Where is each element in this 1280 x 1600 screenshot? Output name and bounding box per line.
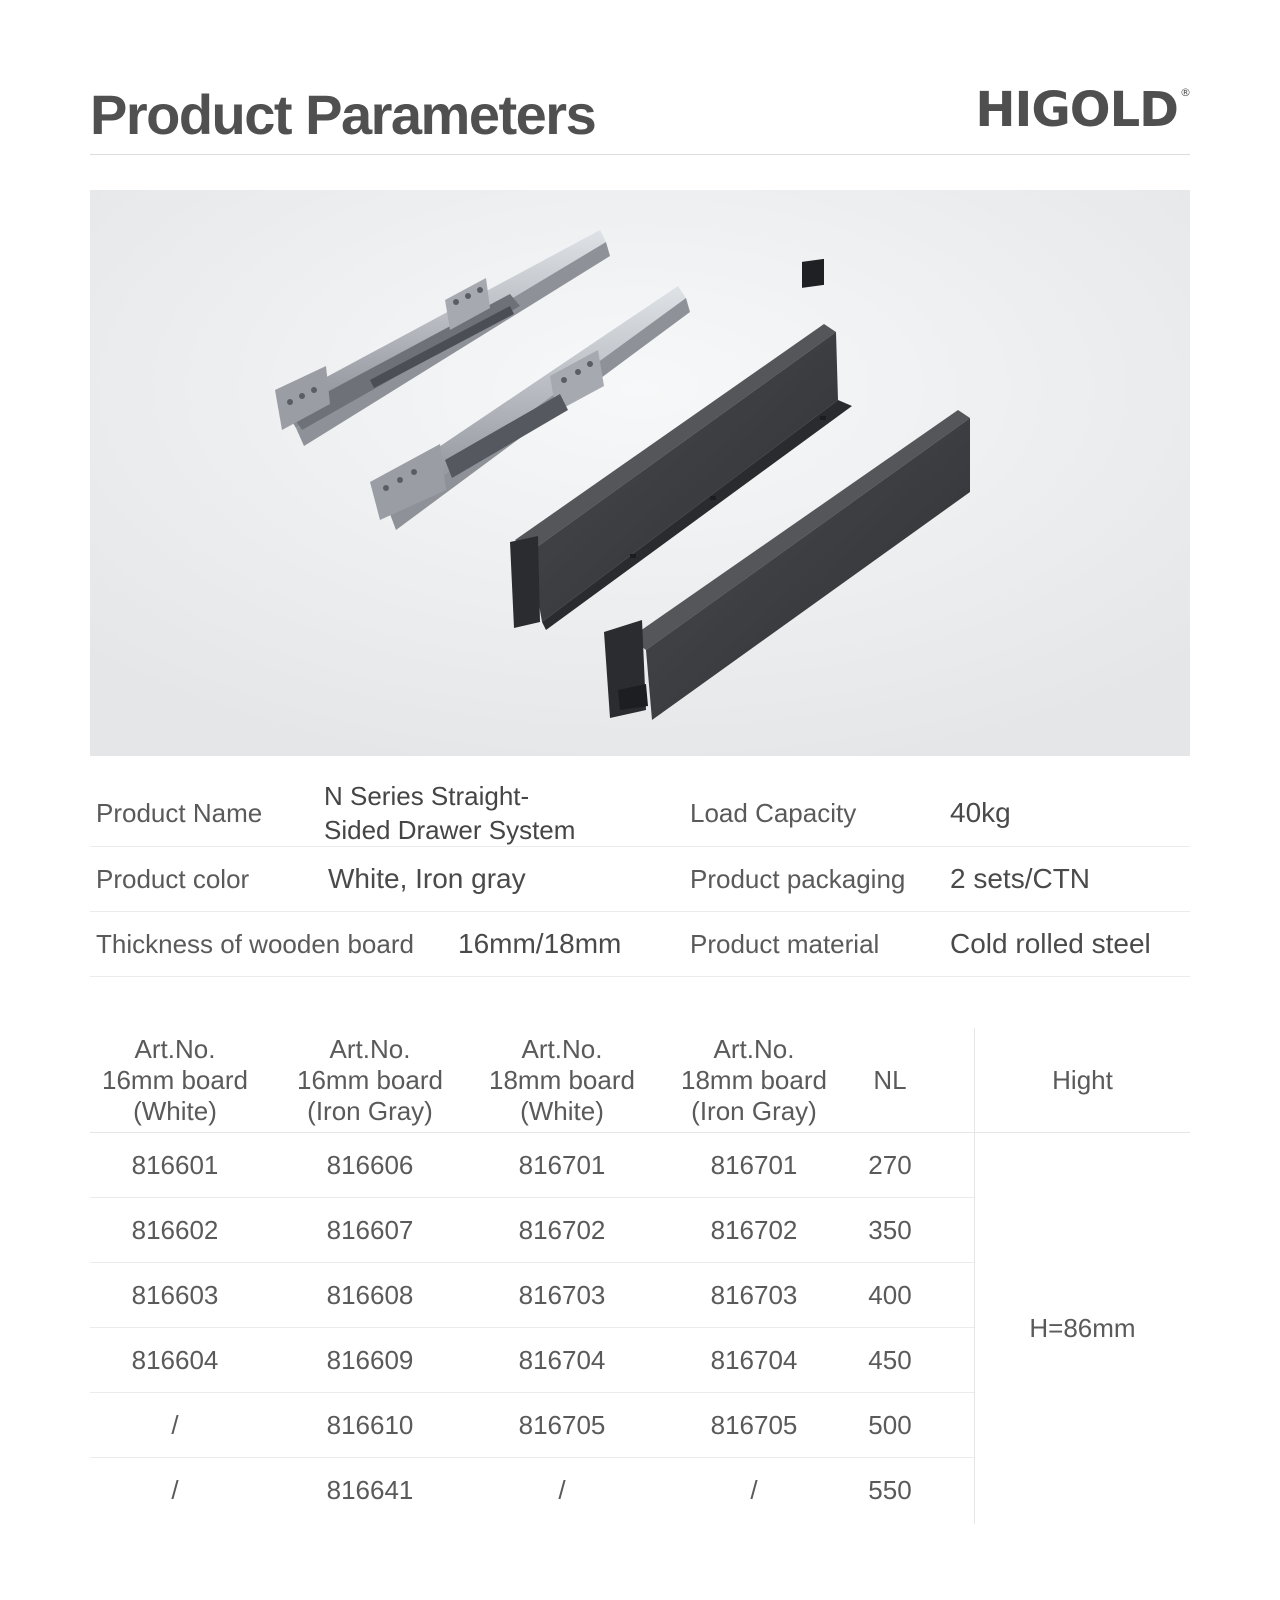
param-label: Load Capacity — [690, 797, 857, 828]
header-line: Art.No. — [713, 1033, 795, 1064]
param-value-product-name — [324, 780, 575, 846]
header-line: Art.No. — [521, 1033, 603, 1064]
parameter-row — [90, 847, 1190, 912]
table-cell: 350 — [868, 1214, 912, 1245]
param-value-line: N Series Straight- — [324, 781, 530, 811]
param-value-line: Sided Drawer System — [324, 815, 576, 845]
table-cell: 816705 — [710, 1409, 798, 1440]
table-cell: 816701 — [518, 1149, 606, 1180]
table-cell: 816603 — [131, 1279, 219, 1310]
table-cell: 500 — [868, 1409, 912, 1440]
table-cell: 816704 — [518, 1344, 606, 1375]
param-value: White, Iron gray — [328, 863, 526, 894]
table-cell: 816702 — [518, 1214, 606, 1245]
page-title: Product Parameters — [90, 83, 596, 146]
table-cell: / — [558, 1474, 566, 1505]
header-line: (White) — [520, 1095, 604, 1126]
header-cell — [654, 1028, 854, 1132]
header-line: Art.No. — [134, 1033, 216, 1064]
parameter-row — [90, 912, 1190, 977]
header-cell — [975, 1028, 1190, 1132]
registered-mark: ® — [1180, 86, 1190, 99]
header-cell — [270, 1028, 470, 1132]
page-header — [90, 78, 1190, 155]
height-value-cell: H=86mm — [1029, 1312, 1136, 1343]
header-line: 18mm board — [489, 1064, 635, 1095]
table-cell: 816701 — [710, 1149, 798, 1180]
param-label: Product packaging — [690, 863, 906, 894]
header-cell — [90, 1028, 260, 1132]
table-cell: 816607 — [326, 1214, 414, 1245]
table-cell: 450 — [868, 1344, 912, 1375]
spec-table — [90, 1028, 1190, 1522]
table-cell: 816609 — [326, 1344, 414, 1375]
table-cell: 816601 — [131, 1149, 219, 1180]
header-line: (White) — [133, 1095, 217, 1126]
table-cell: 816705 — [518, 1409, 606, 1440]
table-cell: 816641 — [326, 1474, 414, 1505]
table-row — [90, 1263, 974, 1328]
param-value: 40kg — [950, 797, 1011, 828]
table-cell: 816703 — [518, 1279, 606, 1310]
table-cell: / — [171, 1409, 179, 1440]
header-line: (Iron Gray) — [307, 1095, 433, 1126]
logo-text: HIGOLD — [975, 82, 1178, 138]
table-row — [90, 1328, 974, 1393]
table-row — [90, 1458, 974, 1522]
table-cell: 816606 — [326, 1149, 414, 1180]
header-line: 16mm board — [297, 1064, 443, 1095]
table-row — [90, 1198, 974, 1263]
table-cell: 816704 — [710, 1344, 798, 1375]
table-cell: 816702 — [710, 1214, 798, 1245]
header-cell — [840, 1028, 940, 1132]
header-cell — [462, 1028, 662, 1132]
product-illustration — [90, 190, 1190, 756]
table-cell: 816703 — [710, 1279, 798, 1310]
table-cell: / — [171, 1474, 179, 1505]
table-cell: 270 — [868, 1149, 912, 1180]
param-value: Cold rolled steel — [950, 928, 1151, 959]
table-cell: / — [750, 1474, 758, 1505]
table-cell: 816604 — [131, 1344, 219, 1375]
parameter-row — [90, 780, 1190, 847]
header-line: 18mm board — [681, 1064, 827, 1095]
param-label: Product Name — [96, 797, 263, 828]
higold-logo — [975, 82, 1190, 138]
table-row — [90, 1393, 974, 1458]
header-line: NL — [873, 1064, 907, 1095]
param-label: Product color — [96, 863, 250, 894]
header-line: 16mm board — [102, 1064, 248, 1095]
table-cell: 816608 — [326, 1279, 414, 1310]
header-line: (Iron Gray) — [691, 1095, 817, 1126]
table-cell: 550 — [868, 1474, 912, 1505]
spec-table-header — [90, 1028, 1190, 1133]
param-value: 2 sets/CTN — [950, 863, 1091, 894]
param-value: 16mm/18mm — [458, 928, 622, 959]
table-row — [90, 1133, 974, 1198]
table-cell: 816610 — [326, 1409, 414, 1440]
table-cell: 816602 — [131, 1214, 219, 1245]
param-label: Product material — [690, 928, 880, 959]
product-photo — [90, 190, 1190, 756]
param-label: Thickness of wooden board — [96, 928, 414, 959]
header-line: Art.No. — [329, 1033, 411, 1064]
header-line: Hight — [1052, 1064, 1113, 1095]
table-cell: 400 — [868, 1279, 912, 1310]
parameters-table — [90, 780, 1190, 977]
